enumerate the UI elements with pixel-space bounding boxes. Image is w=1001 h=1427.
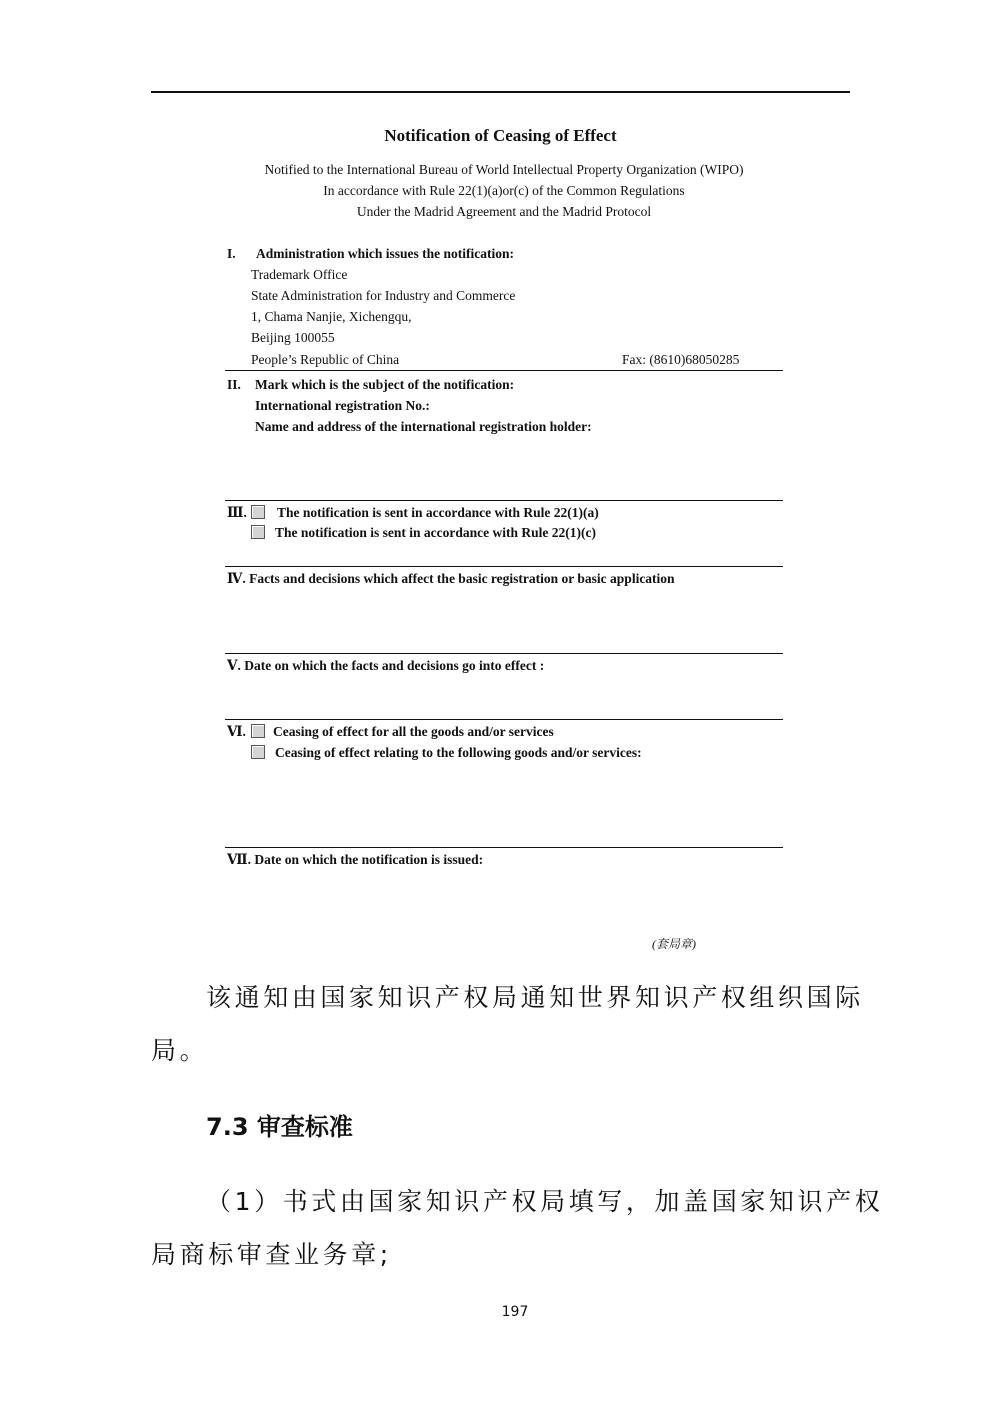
page-number: 197 xyxy=(501,1304,529,1320)
body-paragraph-1-line-2: 局。 xyxy=(151,1036,209,1065)
address-line-4: Beijing 100055 xyxy=(251,330,335,345)
section-2-heading: Mark which is the subject of the notification: xyxy=(255,377,515,392)
section-divider xyxy=(225,370,783,371)
address-line-2: State Administration for Industry and Commerce xyxy=(251,288,516,303)
holder-address-label: Name and address of the international registration holder: xyxy=(255,419,592,434)
section-4-heading: Ⅳ. Facts and decisions which affect the basic registration or basic application xyxy=(227,571,675,586)
section-3-numeral: Ⅲ. xyxy=(227,505,247,520)
section-1-numeral: I. xyxy=(227,246,236,261)
fax-number: Fax: (8610)68050285 xyxy=(622,352,740,367)
rule-22-1a-label: The notification is sent in accordance with Rule 22(1)(a) xyxy=(277,505,599,520)
form-title: Notification of Ceasing of Effect xyxy=(384,126,617,145)
section-1-heading: Administration which issues the notification: xyxy=(256,246,515,261)
address-line-3: 1, Chama Nanjie, Xichengqu, xyxy=(251,309,412,324)
body-paragraph-2-line-1: （1）书式由国家知识产权局填写，加盖国家知识产权 xyxy=(206,1187,884,1216)
rule-22-1c-checkbox[interactable] xyxy=(251,525,265,539)
form-subtitle-line-1: Notified to the International Bureau of World Intellectual Property Organization (WIPO) xyxy=(264,162,744,177)
body-paragraph-2-line-2: 局商标审查业务章; xyxy=(151,1240,392,1269)
cease-following-goods-checkbox[interactable] xyxy=(251,745,265,759)
section-7-heading: Ⅶ. Date on which the notification is issued: xyxy=(227,852,484,867)
registration-number-label: International registration No.: xyxy=(255,398,430,413)
form-subtitle-line-3: Under the Madrid Agreement and the Madrid Protocol xyxy=(356,204,652,219)
address-line-1: Trademark Office xyxy=(251,267,348,282)
rule-22-1c-label: The notification is sent in accordance with Rule 22(1)(c) xyxy=(275,525,596,540)
rule-22-1a-checkbox[interactable] xyxy=(251,505,265,519)
address-line-5: People’s Republic of China xyxy=(251,352,400,367)
section-divider xyxy=(225,847,783,848)
form-subtitle-line-2: In accordance with Rule 22(1)(a)or(c) of the Common Regulations xyxy=(323,183,685,198)
stamp-note: (套局章) xyxy=(652,937,696,951)
cease-all-goods-checkbox[interactable] xyxy=(251,724,265,738)
section-heading: 7.3 审查标准 xyxy=(206,1113,353,1141)
header-rule xyxy=(151,91,850,93)
section-divider xyxy=(225,719,783,720)
section-6-numeral: Ⅵ. xyxy=(227,724,246,739)
cease-all-goods-label: Ceasing of effect for all the goods and/or services xyxy=(273,724,554,739)
section-divider xyxy=(225,566,783,567)
section-divider xyxy=(225,500,783,501)
cease-following-goods-label: Ceasing of effect relating to the following goods and/or services: xyxy=(275,745,642,760)
section-divider xyxy=(225,653,783,654)
body-paragraph-1-line-1: 该通知由国家知识产权局通知世界知识产权组织国际 xyxy=(206,983,864,1012)
section-5-heading: Ⅴ. Date on which the facts and decisions go into effect : xyxy=(227,658,545,673)
section-2-numeral: II. xyxy=(227,377,241,392)
